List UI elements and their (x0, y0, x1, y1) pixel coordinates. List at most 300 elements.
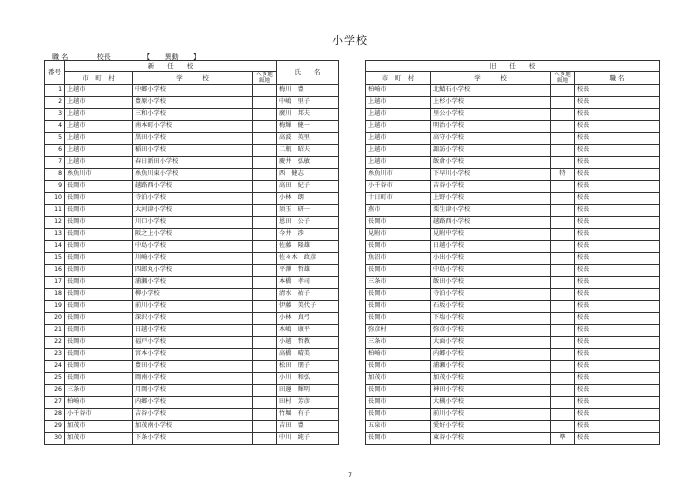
new-school-cell: 阪之上小学校 (133, 229, 253, 241)
old-school-cell: 中島小学校 (431, 265, 551, 277)
old-remote-cell (551, 361, 575, 373)
row-number: 5 (45, 133, 65, 145)
position-cell: 校長 (575, 193, 660, 205)
new-school-cell: 黒田小学校 (133, 133, 253, 145)
new-remote-cell (253, 85, 277, 97)
old-remote-cell (551, 205, 575, 217)
old-city-cell: 十日町市 (366, 193, 431, 205)
position-cell: 校長 (575, 385, 660, 397)
row-number: 7 (45, 157, 65, 169)
name-cell: 田村 芳彦 (277, 397, 339, 409)
row-number: 29 (45, 421, 65, 433)
new-remote-cell (253, 337, 277, 349)
new-school-cell: 中郷小学校 (133, 85, 253, 97)
table-row (45, 385, 660, 397)
row-number: 9 (45, 181, 65, 193)
old-city-cell: 五泉市 (366, 421, 431, 433)
new-school-cell: 寺泊小学校 (133, 193, 253, 205)
new-school-cell: 浦瀬小学校 (133, 277, 253, 289)
position-cell: 校長 (575, 373, 660, 385)
position-cell: 校長 (575, 397, 660, 409)
column-separator (339, 229, 366, 241)
new-remote-cell (253, 289, 277, 301)
old-remote-cell (551, 253, 575, 265)
new-school-cell: 加茂南小学校 (133, 421, 253, 433)
new-city-cell: 長岡市 (65, 217, 133, 229)
table-row (45, 409, 660, 421)
position-cell: 校長 (575, 349, 660, 361)
column-separator (339, 61, 366, 85)
new-school-cell: 内郷小学校 (133, 397, 253, 409)
table-row (45, 229, 660, 241)
old-school-cell: 日越小学校 (431, 241, 551, 253)
old-remote-cell (551, 109, 575, 121)
name-cell: 小林 真弓 (277, 313, 339, 325)
old-school-cell: 石坂小学校 (431, 301, 551, 313)
new-city-cell: 長岡市 (65, 313, 133, 325)
old-city-cell: 長岡市 (366, 289, 431, 301)
table-row (45, 109, 660, 121)
old-school-cell: 加茂小学校 (431, 373, 551, 385)
row-number: 28 (45, 409, 65, 421)
old-school-cell: 小出小学校 (431, 253, 551, 265)
header-old-city: 市 町 村 (366, 72, 431, 85)
old-school-cell: 高守小学校 (431, 133, 551, 145)
table-row (45, 121, 660, 133)
name-cell: 須玉 研一 (277, 205, 339, 217)
column-separator (339, 121, 366, 133)
old-remote-cell (551, 313, 575, 325)
name-cell: 高波 英里 (277, 133, 339, 145)
new-remote-cell (253, 169, 277, 181)
old-remote-cell (551, 337, 575, 349)
old-school-cell: 諏訪小学校 (431, 145, 551, 157)
row-number: 27 (45, 397, 65, 409)
new-city-cell: 長岡市 (65, 205, 133, 217)
old-remote-cell (551, 181, 575, 193)
new-city-cell: 長岡市 (65, 361, 133, 373)
table-row (45, 193, 660, 205)
old-remote-cell (551, 289, 575, 301)
old-school-cell: 寺泊小学校 (431, 289, 551, 301)
row-number: 18 (45, 289, 65, 301)
column-separator (339, 397, 366, 409)
row-number: 22 (45, 337, 65, 349)
old-city-cell: 長岡市 (366, 385, 431, 397)
old-school-cell: 下早川小学校 (431, 169, 551, 181)
position-cell: 校長 (575, 229, 660, 241)
new-school-cell: 四郎丸小学校 (133, 265, 253, 277)
new-remote-cell (253, 229, 277, 241)
row-number: 8 (45, 169, 65, 181)
new-city-cell: 上越市 (65, 97, 133, 109)
name-cell: 慶井 弘敏 (277, 157, 339, 169)
old-remote-cell (551, 277, 575, 289)
old-city-cell: 柏崎市 (366, 85, 431, 97)
old-city-cell: 長岡市 (366, 301, 431, 313)
position-cell: 校長 (575, 133, 660, 145)
new-city-cell: 長岡市 (65, 289, 133, 301)
name-cell: 中川 純子 (277, 433, 339, 445)
table-row (45, 181, 660, 193)
table-row (45, 205, 660, 217)
column-separator (339, 133, 366, 145)
row-number: 19 (45, 301, 65, 313)
row-number: 1 (45, 85, 65, 97)
new-school-cell: 深沢小学校 (133, 313, 253, 325)
new-school-cell: 月岡小学校 (133, 385, 253, 397)
table-row (45, 337, 660, 349)
personnel-table (44, 60, 660, 445)
bracket-open: 【 (143, 53, 151, 61)
old-remote-cell (551, 241, 575, 253)
old-city-cell: 燕市 (366, 205, 431, 217)
old-city-cell: 加茂市 (366, 373, 431, 385)
name-cell: 竹堀 有子 (277, 409, 339, 421)
old-remote-cell (551, 193, 575, 205)
name-cell: 高田 紀子 (277, 181, 339, 193)
new-remote-cell (253, 301, 277, 313)
new-remote-cell (253, 409, 277, 421)
table-row (45, 265, 660, 277)
table-row (45, 97, 660, 109)
new-school-cell: 三和小学校 (133, 109, 253, 121)
header-old-remote: へき地級地 (551, 72, 575, 85)
new-school-cell: 川崎小学校 (133, 253, 253, 265)
old-city-cell: 糸魚川市 (366, 169, 431, 181)
column-separator (339, 337, 366, 349)
new-remote-cell (253, 421, 277, 433)
old-school-cell: 飯田小学校 (431, 277, 551, 289)
old-remote-cell (551, 217, 575, 229)
row-number: 13 (45, 229, 65, 241)
row-number: 14 (45, 241, 65, 253)
new-city-cell: 上越市 (65, 121, 133, 133)
new-remote-cell (253, 385, 277, 397)
old-school-cell: 神田小学校 (431, 385, 551, 397)
old-school-cell: 里公小学校 (431, 109, 551, 121)
table-body (45, 85, 660, 445)
new-remote-cell (253, 349, 277, 361)
new-remote-cell (253, 217, 277, 229)
new-school-cell: 福戸小学校 (133, 337, 253, 349)
name-cell: 吉田 豊 (277, 421, 339, 433)
old-school-cell: 上杉小学校 (431, 97, 551, 109)
new-school-cell: 岡南小学校 (133, 373, 253, 385)
new-school-cell: 川口小学校 (133, 217, 253, 229)
row-number: 26 (45, 385, 65, 397)
old-city-cell: 長岡市 (366, 313, 431, 325)
table-row (45, 157, 660, 169)
header-old-school-group: 旧 任 校 (366, 61, 660, 72)
old-remote-cell (551, 133, 575, 145)
name-cell: 松田 朋子 (277, 361, 339, 373)
new-city-cell: 加茂市 (65, 421, 133, 433)
table-row (45, 373, 660, 385)
new-remote-cell (253, 397, 277, 409)
new-city-cell: 長岡市 (65, 373, 133, 385)
row-number: 2 (45, 97, 65, 109)
position-label: 職 名 (52, 53, 69, 61)
name-cell: 小川 和弘 (277, 373, 339, 385)
new-remote-cell (253, 193, 277, 205)
transfer-type: 異動 (164, 53, 179, 61)
column-separator (339, 145, 366, 157)
new-city-cell: 長岡市 (65, 349, 133, 361)
old-city-cell: 上越市 (366, 133, 431, 145)
column-separator (339, 313, 366, 325)
table-row (45, 361, 660, 373)
column-separator (339, 361, 366, 373)
position-cell: 校長 (575, 361, 660, 373)
old-school-cell: 越路西小学校 (431, 217, 551, 229)
position-cell: 校長 (575, 337, 660, 349)
position-cell: 校長 (575, 277, 660, 289)
row-number: 12 (45, 217, 65, 229)
new-school-cell: 豊田小学校 (133, 361, 253, 373)
old-remote-cell (551, 385, 575, 397)
column-separator (339, 205, 366, 217)
new-remote-cell (253, 145, 277, 157)
row-number: 23 (45, 349, 65, 361)
new-remote-cell (253, 373, 277, 385)
header-old-school: 学 校 (431, 72, 551, 85)
old-remote-cell (551, 349, 575, 361)
new-city-cell: 上越市 (65, 157, 133, 169)
new-city-cell: 長岡市 (65, 337, 133, 349)
name-cell: 恩田 公子 (277, 217, 339, 229)
bracket-close: 】 (193, 53, 201, 61)
old-school-cell: 弥彦小学校 (431, 325, 551, 337)
name-cell: 平澤 哲雄 (277, 265, 339, 277)
position-cell: 校長 (575, 421, 660, 433)
header-new-remote: へき地級地 (253, 72, 277, 85)
header-number: 番号 (45, 61, 65, 85)
name-cell: 清水 祐子 (277, 289, 339, 301)
position-cell: 校長 (575, 217, 660, 229)
old-school-cell: 北鯖石小学校 (431, 85, 551, 97)
old-city-cell: 上越市 (366, 97, 431, 109)
old-city-cell: 弥彦村 (366, 325, 431, 337)
table-row (45, 241, 660, 253)
old-city-cell: 見附市 (366, 229, 431, 241)
old-school-cell: 吉谷小学校 (431, 181, 551, 193)
table-row (45, 289, 660, 301)
new-remote-cell (253, 181, 277, 193)
old-school-cell: 見附中学校 (431, 229, 551, 241)
header-row-group (45, 61, 660, 72)
new-city-cell: 長岡市 (65, 325, 133, 337)
old-school-cell: 大面小学校 (431, 337, 551, 349)
column-separator (339, 349, 366, 361)
old-remote-cell (551, 373, 575, 385)
old-remote-cell (551, 397, 575, 409)
new-city-cell: 加茂市 (65, 433, 133, 445)
new-city-cell: 長岡市 (65, 241, 133, 253)
column-separator (339, 421, 366, 433)
old-city-cell: 長岡市 (366, 433, 431, 445)
old-school-cell: 飯倉小学校 (431, 157, 551, 169)
old-city-cell: 長岡市 (366, 241, 431, 253)
old-school-cell: 下塩小学校 (431, 313, 551, 325)
new-school-cell: 吉谷小学校 (133, 409, 253, 421)
old-city-cell: 長岡市 (366, 361, 431, 373)
column-separator (339, 409, 366, 421)
column-separator (339, 169, 366, 181)
old-school-cell: 明治小学校 (431, 121, 551, 133)
header-name: 氏 名 (277, 61, 339, 85)
old-city-cell: 長岡市 (366, 409, 431, 421)
new-city-cell: 小千谷市 (65, 409, 133, 421)
name-cell: 中嶋 里子 (277, 97, 339, 109)
new-remote-cell (253, 265, 277, 277)
new-city-cell: 長岡市 (65, 277, 133, 289)
name-cell: 西 健志 (277, 169, 339, 181)
header-position: 職 名 (575, 72, 660, 85)
new-remote-cell (253, 313, 277, 325)
table-row (45, 301, 660, 313)
name-cell: 佐々木 政彦 (277, 253, 339, 265)
row-number: 25 (45, 373, 65, 385)
name-cell: 木嶋 康平 (277, 325, 339, 337)
new-school-cell: 下条小学校 (133, 433, 253, 445)
column-separator (339, 325, 366, 337)
new-school-cell: 南本町小学校 (133, 121, 253, 133)
table-row (45, 433, 660, 445)
new-city-cell: 長岡市 (65, 193, 133, 205)
old-school-cell: 前川小学校 (431, 409, 551, 421)
new-city-cell: 三条市 (65, 385, 133, 397)
column-separator (339, 97, 366, 109)
row-number: 15 (45, 253, 65, 265)
new-school-cell: 柳小学校 (133, 289, 253, 301)
column-separator (339, 289, 366, 301)
new-city-cell: 柏崎市 (65, 397, 133, 409)
position-cell: 校長 (575, 181, 660, 193)
name-cell: 梅川 豊 (277, 85, 339, 97)
name-cell: 高橋 晴美 (277, 349, 339, 361)
name-cell: 廣川 邦夫 (277, 109, 339, 121)
old-city-cell: 魚沼市 (366, 253, 431, 265)
table-row (45, 397, 660, 409)
row-number: 4 (45, 121, 65, 133)
position-cell: 校長 (575, 121, 660, 133)
page-title: 小学校 (332, 34, 368, 47)
table-row (45, 277, 660, 289)
new-remote-cell (253, 157, 277, 169)
old-school-cell: 東谷小学校 (431, 433, 551, 445)
new-city-cell: 上越市 (65, 133, 133, 145)
position-cell: 校長 (575, 205, 660, 217)
column-separator (339, 109, 366, 121)
position-cell: 校長 (575, 313, 660, 325)
old-school-cell: 内郷小学校 (431, 349, 551, 361)
new-remote-cell (253, 241, 277, 253)
position-cell: 校長 (575, 157, 660, 169)
old-remote-cell (551, 97, 575, 109)
position-cell: 校長 (575, 433, 660, 445)
name-cell: 二瓶 昭夫 (277, 145, 339, 157)
column-separator (339, 433, 366, 445)
name-cell: 今井 渉 (277, 229, 339, 241)
old-remote-cell (551, 265, 575, 277)
position-value: 校長 (96, 53, 111, 61)
new-school-cell: 宮本小学校 (133, 349, 253, 361)
new-city-cell: 長岡市 (65, 301, 133, 313)
name-cell: 小林 朗 (277, 193, 339, 205)
column-separator (339, 193, 366, 205)
old-school-cell: 浦瀬小学校 (431, 361, 551, 373)
new-city-cell: 上越市 (65, 109, 133, 121)
old-city-cell: 上越市 (366, 109, 431, 121)
old-remote-cell (551, 85, 575, 97)
new-remote-cell (253, 121, 277, 133)
old-school-cell: 大槻小学校 (431, 397, 551, 409)
row-number: 30 (45, 433, 65, 445)
header-new-school-group: 新 任 校 (65, 61, 277, 72)
new-school-cell: 越路西小学校 (133, 181, 253, 193)
table-row (45, 325, 660, 337)
new-city-cell: 上越市 (65, 85, 133, 97)
position-cell: 校長 (575, 109, 660, 121)
new-school-cell: 大河津小学校 (133, 205, 253, 217)
header-new-school: 学 校 (133, 72, 253, 85)
table-row (45, 169, 660, 181)
row-number: 24 (45, 361, 65, 373)
row-number: 3 (45, 109, 65, 121)
new-city-cell: 長岡市 (65, 181, 133, 193)
name-cell: 小越 哲教 (277, 337, 339, 349)
new-school-cell: 前川小学校 (133, 301, 253, 313)
name-cell: 伊藤 美代子 (277, 301, 339, 313)
row-number: 16 (45, 265, 65, 277)
table-row (45, 421, 660, 433)
header-new-city: 市 町 村 (65, 72, 133, 85)
column-separator (339, 253, 366, 265)
new-city-cell: 糸魚川市 (65, 169, 133, 181)
position-cell: 校長 (575, 241, 660, 253)
table-row (45, 133, 660, 145)
row-number: 10 (45, 193, 65, 205)
old-city-cell: 三条市 (366, 337, 431, 349)
old-city-cell: 小千谷市 (366, 181, 431, 193)
old-remote-cell (551, 301, 575, 313)
position-cell: 校長 (575, 325, 660, 337)
old-city-cell: 長岡市 (366, 217, 431, 229)
name-cell: 本橋 孝司 (277, 277, 339, 289)
column-separator (339, 373, 366, 385)
column-separator (339, 265, 366, 277)
new-remote-cell (253, 433, 277, 445)
row-number: 11 (45, 205, 65, 217)
position-cell: 校長 (575, 169, 660, 181)
old-city-cell: 上越市 (366, 145, 431, 157)
row-number: 6 (45, 145, 65, 157)
table-row (45, 217, 660, 229)
new-city-cell: 長岡市 (65, 253, 133, 265)
column-separator (339, 157, 366, 169)
old-city-cell: 長岡市 (366, 397, 431, 409)
position-cell: 校長 (575, 301, 660, 313)
position-cell: 校長 (575, 289, 660, 301)
position-cell: 校長 (575, 85, 660, 97)
new-school-cell: 稲田小学校 (133, 145, 253, 157)
new-city-cell: 長岡市 (65, 265, 133, 277)
new-remote-cell (253, 133, 277, 145)
column-separator (339, 181, 366, 193)
old-remote-cell (551, 229, 575, 241)
old-remote-cell (551, 121, 575, 133)
